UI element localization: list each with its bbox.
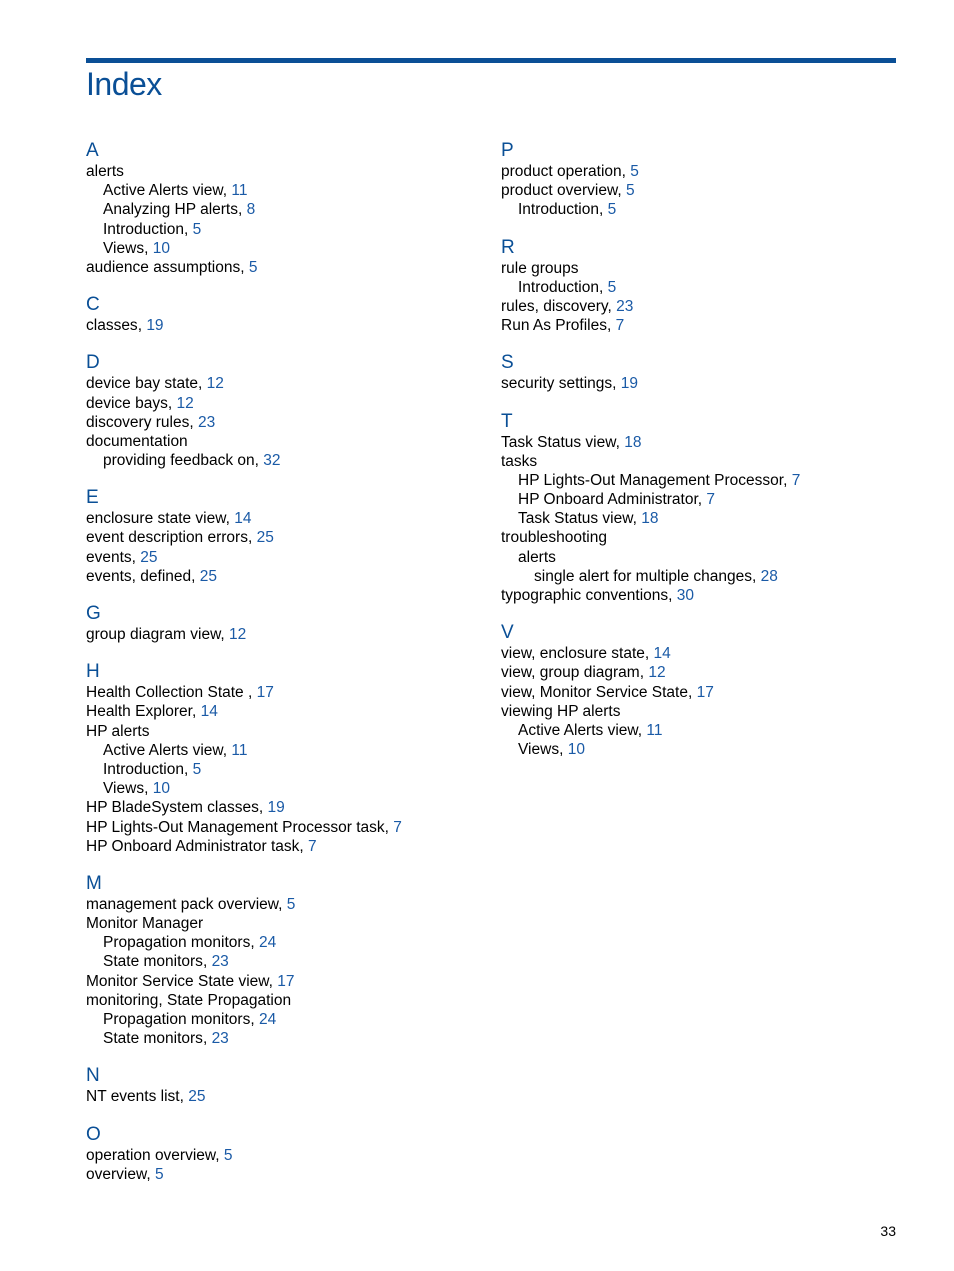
page-number: 33 <box>880 1223 896 1239</box>
section-letter: C <box>86 294 100 316</box>
index-entry <box>86 741 486 760</box>
index-entry <box>86 972 486 991</box>
index-entry <box>501 433 901 452</box>
index-term: product operation <box>501 163 622 180</box>
index-term: monitoring, State Propagation <box>86 991 292 1009</box>
term-separator: , <box>384 818 394 836</box>
term-separator: , <box>668 587 677 604</box>
index-term: HP Onboard Administrator <box>518 491 698 509</box>
section-gap <box>501 605 901 622</box>
index-entry <box>501 452 901 471</box>
index-term: discovery rules <box>86 413 190 431</box>
term-separator: , <box>612 375 621 393</box>
index-entry <box>501 490 901 509</box>
page-link[interactable]: 5 <box>223 1146 233 1164</box>
page-link[interactable]: 25 <box>256 529 274 547</box>
index-section-a <box>86 140 486 277</box>
index-term: single alert for multiple changes <box>534 567 752 585</box>
index-term: view, Monitor Service State <box>501 683 688 701</box>
index-term: events <box>86 548 132 566</box>
page-link[interactable]: 5 <box>607 278 617 296</box>
page-link[interactable]: 12 <box>176 394 194 412</box>
index-entry <box>86 991 486 1010</box>
term-separator: , <box>184 220 193 238</box>
index-entry <box>86 683 486 702</box>
index-term: operation overview <box>86 1146 216 1164</box>
index-entry <box>86 374 486 393</box>
index-term: State monitors <box>103 953 203 971</box>
index-entry <box>501 471 901 490</box>
term-separator: , <box>137 317 147 335</box>
index-entry <box>501 644 901 663</box>
index-entry <box>501 663 901 682</box>
page-link[interactable]: 7 <box>308 837 317 855</box>
section-gap <box>501 394 901 411</box>
index-section-h <box>86 661 486 856</box>
index-section-p <box>501 140 901 220</box>
page-link[interactable]: 17 <box>696 683 714 701</box>
index-entry <box>86 702 486 721</box>
section-gap <box>86 644 486 661</box>
page-link[interactable]: 5 <box>630 163 639 180</box>
term-separator: , <box>240 258 249 276</box>
index-entry <box>86 509 486 528</box>
index-section-s <box>501 352 901 393</box>
index-term: security settings <box>501 375 613 393</box>
term-separator: , <box>144 780 153 798</box>
page-link[interactable]: 7 <box>791 471 801 489</box>
index-term: Introduction <box>103 220 184 238</box>
term-separator: , <box>617 182 626 200</box>
section-gap <box>86 586 486 603</box>
section-letter: E <box>86 487 99 509</box>
index-entry <box>86 432 486 451</box>
index-term: HP BladeSystem classes <box>86 799 259 817</box>
section-gap <box>501 335 901 352</box>
page-link[interactable]: 5 <box>154 1165 164 1183</box>
term-separator: , <box>632 510 642 528</box>
page-link[interactable]: 10 <box>567 741 585 759</box>
term-separator: , <box>268 972 278 990</box>
page-link[interactable]: 5 <box>248 258 258 276</box>
index-entry <box>86 239 486 258</box>
index-term: Run As Profiles <box>501 317 607 335</box>
page-link[interactable]: 17 <box>277 972 295 990</box>
index-entry <box>86 779 486 798</box>
page-title: Index <box>86 66 162 102</box>
term-separator: , <box>751 567 761 585</box>
term-separator: , <box>189 413 198 431</box>
index-term: NT events list <box>86 1088 180 1106</box>
term-separator: , <box>237 201 247 219</box>
index-entry <box>86 181 486 200</box>
index-term: Active Alerts view <box>518 721 638 739</box>
index-entry <box>86 258 486 277</box>
section-gap <box>86 335 486 352</box>
term-separator: , <box>220 626 230 643</box>
term-separator: , <box>250 934 259 952</box>
index-entry <box>86 837 486 856</box>
term-separator: , <box>687 683 697 701</box>
page-link[interactable]: 5 <box>192 220 202 238</box>
page-link[interactable]: 5 <box>625 182 635 200</box>
term-separator: , <box>299 837 308 855</box>
term-separator: , <box>258 799 268 817</box>
page-link[interactable]: 12 <box>229 626 247 643</box>
section-letter: O <box>86 1123 101 1145</box>
index-term: Propagation monitors <box>103 1011 251 1028</box>
section-gap <box>501 220 901 237</box>
term-separator: , <box>599 278 608 296</box>
index-term: device bays <box>86 394 168 412</box>
index-term: HP Lights-Out Management Processor <box>518 471 784 489</box>
index-entry <box>86 1165 486 1184</box>
index-entry <box>501 702 901 721</box>
index-entry <box>86 451 486 470</box>
index-section-d <box>86 352 486 470</box>
index-entry <box>86 316 486 335</box>
section-letter: M <box>86 872 102 894</box>
term-separator: , <box>621 163 631 180</box>
index-term: product overview <box>501 182 618 200</box>
page-link[interactable]: 5 <box>192 760 202 778</box>
index-entry <box>501 297 901 316</box>
index-entry <box>86 952 486 971</box>
index-term: management pack overview <box>86 895 279 913</box>
page-link[interactable]: 14 <box>200 703 218 721</box>
index-entry <box>501 316 901 335</box>
page-link[interactable]: 23 <box>198 413 216 431</box>
index-entry <box>86 895 486 914</box>
section-letter: D <box>86 352 100 374</box>
index-entry <box>86 625 486 644</box>
index-entry <box>501 181 901 200</box>
index-entry <box>501 721 901 740</box>
page-link[interactable]: 23 <box>211 953 229 971</box>
index-term: HP alerts <box>86 722 150 740</box>
page-link[interactable]: 5 <box>607 201 617 219</box>
section-letter: G <box>86 603 101 624</box>
index-term: Active Alerts view <box>103 741 223 759</box>
index-entry <box>501 548 901 567</box>
term-separator: , <box>144 239 153 257</box>
page-link[interactable]: 25 <box>188 1088 206 1106</box>
index-entry <box>501 278 901 297</box>
page-link[interactable]: 28 <box>760 567 778 585</box>
index-term: HP Lights-Out Management Processor task <box>86 818 385 836</box>
page-link[interactable]: 25 <box>140 548 158 566</box>
index-term: Analyzing HP alerts <box>103 201 238 219</box>
index-entry <box>86 528 486 547</box>
term-separator: , <box>599 201 608 219</box>
page-link[interactable]: 12 <box>648 664 666 682</box>
term-separator: , <box>607 297 617 315</box>
section-letter: P <box>501 140 514 161</box>
section-gap <box>86 1107 486 1124</box>
index-entry <box>501 586 901 605</box>
page-link[interactable]: 24 <box>258 934 277 952</box>
term-separator: , <box>250 1011 259 1028</box>
index-term: Health Explorer <box>86 703 192 721</box>
index-term: alerts <box>518 548 556 566</box>
index-term: Introduction <box>518 278 599 296</box>
index-entry <box>501 683 901 702</box>
page-link[interactable]: 11 <box>646 721 663 739</box>
index-entry <box>86 200 486 219</box>
index-term: rules, discovery <box>501 297 608 315</box>
page-link[interactable]: 5 <box>286 895 296 913</box>
term-separator: , <box>247 684 257 702</box>
term-separator: , <box>606 317 616 335</box>
term-separator: , <box>644 645 654 663</box>
page-link[interactable]: 18 <box>641 510 659 528</box>
page-link[interactable]: 14 <box>653 645 671 663</box>
index-entry <box>86 1010 486 1029</box>
index-entry <box>86 394 486 413</box>
index-entry <box>86 162 486 181</box>
page-link[interactable]: 10 <box>152 780 170 798</box>
index-term: Monitor Manager <box>86 915 204 933</box>
page-link[interactable]: 7 <box>393 818 402 836</box>
term-separator: , <box>184 760 193 778</box>
section-gap <box>86 470 486 487</box>
index-entry <box>86 1087 486 1106</box>
section-gap <box>86 277 486 294</box>
index-entry <box>86 818 486 837</box>
term-separator: , <box>637 721 647 739</box>
index-term: overview <box>86 1165 147 1183</box>
index-term: device bay state <box>86 375 199 393</box>
index-entry <box>501 567 901 586</box>
index-entry <box>86 413 486 432</box>
index-entry <box>86 548 486 567</box>
index-section-r <box>501 237 901 336</box>
page-link[interactable]: 24 <box>258 1011 277 1028</box>
index-term: State monitors <box>103 1030 203 1048</box>
index-term: Monitor Service State view <box>86 972 269 990</box>
index-term: HP Onboard Administrator task <box>86 837 300 855</box>
index-entry <box>86 567 486 586</box>
index-term: documentation <box>86 432 188 450</box>
page-link[interactable]: 7 <box>706 491 716 509</box>
term-separator: , <box>215 1146 224 1164</box>
index-term: troubleshooting <box>501 529 607 547</box>
page-link[interactable]: 8 <box>246 201 256 219</box>
index-term: viewing HP alerts <box>501 702 621 720</box>
index-term: Task Status view <box>501 433 616 451</box>
term-separator: , <box>131 548 141 566</box>
index-term: Views <box>518 741 560 759</box>
index-entry <box>86 220 486 239</box>
section-letter: V <box>501 622 514 644</box>
index-section-t <box>501 411 901 606</box>
index-entry <box>86 760 486 779</box>
term-separator: , <box>225 510 235 528</box>
index-term: Views <box>103 780 145 798</box>
page-link[interactable]: 17 <box>256 684 274 702</box>
term-separator: , <box>278 895 287 913</box>
term-separator: , <box>222 741 232 759</box>
index-term: tasks <box>501 452 538 470</box>
index-entry <box>501 509 901 528</box>
index-section-g <box>86 603 486 644</box>
term-separator: , <box>191 703 201 721</box>
index-entry <box>501 162 901 181</box>
index-term: providing feedback on <box>103 452 255 470</box>
index-entry <box>501 528 901 547</box>
index-column-left <box>86 140 486 1184</box>
index-term: events, defined <box>86 567 192 585</box>
header-rule <box>86 58 896 63</box>
term-separator: , <box>179 1088 189 1106</box>
index-term: Task Status view <box>518 510 633 528</box>
term-separator: , <box>202 1030 212 1048</box>
page-link[interactable]: 19 <box>267 799 285 817</box>
index-term: Introduction <box>103 760 184 778</box>
index-term: Active Alerts view <box>103 182 223 200</box>
page-link[interactable]: 18 <box>624 433 642 451</box>
index-term: view, group diagram <box>501 664 640 682</box>
index-term: group diagram view <box>86 626 221 643</box>
section-letter: N <box>86 1065 100 1087</box>
term-separator: , <box>167 394 177 412</box>
page-link[interactable]: 19 <box>620 375 639 393</box>
term-separator: , <box>202 953 212 971</box>
index-entry <box>501 740 901 759</box>
index-term: audience assumptions <box>86 258 241 276</box>
term-separator: , <box>198 375 207 393</box>
section-letter: T <box>501 410 513 432</box>
index-entry <box>86 933 486 952</box>
section-gap <box>86 1048 486 1065</box>
term-separator: , <box>697 491 707 509</box>
term-separator: , <box>254 452 264 470</box>
index-column-right <box>501 140 901 759</box>
index-term: view, enclosure state <box>501 645 645 663</box>
page-link[interactable]: 19 <box>146 317 164 335</box>
index-term: Health Collection State <box>86 684 248 702</box>
section-gap <box>86 856 486 873</box>
index-entry <box>86 798 486 817</box>
term-separator: , <box>247 529 257 547</box>
index-term: rule groups <box>501 259 579 277</box>
page-link[interactable]: 23 <box>616 297 634 315</box>
index-entry <box>86 914 486 933</box>
term-separator: , <box>191 567 200 585</box>
index-entry <box>501 259 901 278</box>
page-link[interactable]: 12 <box>206 375 224 393</box>
term-separator: , <box>639 664 649 682</box>
section-letter: R <box>501 236 515 258</box>
page-link[interactable]: 10 <box>152 239 170 257</box>
page-link[interactable]: 23 <box>211 1030 229 1048</box>
index-section-c <box>86 294 486 335</box>
index-term: typographic conventions <box>501 587 669 604</box>
index-term: enclosure state view <box>86 510 226 528</box>
index-term: alerts <box>86 163 124 180</box>
index-term: classes <box>86 317 138 335</box>
index-section-e <box>86 487 486 586</box>
index-entry <box>501 200 901 219</box>
index-entry <box>86 1146 486 1165</box>
term-separator: , <box>783 471 792 489</box>
section-letter: S <box>501 352 514 374</box>
page-link[interactable]: 7 <box>615 317 625 335</box>
index-term: Introduction <box>518 201 599 219</box>
page-link[interactable]: 11 <box>231 741 248 759</box>
index-section-o <box>86 1124 486 1184</box>
index-section-v <box>501 622 901 759</box>
index-entry <box>86 722 486 741</box>
section-letter: H <box>86 661 100 683</box>
page-link[interactable]: 30 <box>676 587 695 604</box>
term-separator: , <box>222 182 232 200</box>
term-separator: , <box>559 741 568 759</box>
page-link[interactable]: 11 <box>231 182 248 200</box>
index-section-n <box>86 1065 486 1106</box>
index-term: event description errors <box>86 529 248 547</box>
index-entry <box>501 374 901 393</box>
index-section-m <box>86 873 486 1049</box>
page-link[interactable]: 32 <box>263 452 281 470</box>
term-separator: , <box>146 1165 155 1183</box>
page-link[interactable]: 25 <box>199 567 218 585</box>
term-separator: , <box>615 433 625 451</box>
index-term: Views <box>103 239 145 257</box>
section-letter: A <box>86 140 99 161</box>
index-term: Propagation monitors <box>103 934 251 952</box>
index-entry <box>86 1029 486 1048</box>
page-link[interactable]: 14 <box>234 510 252 528</box>
